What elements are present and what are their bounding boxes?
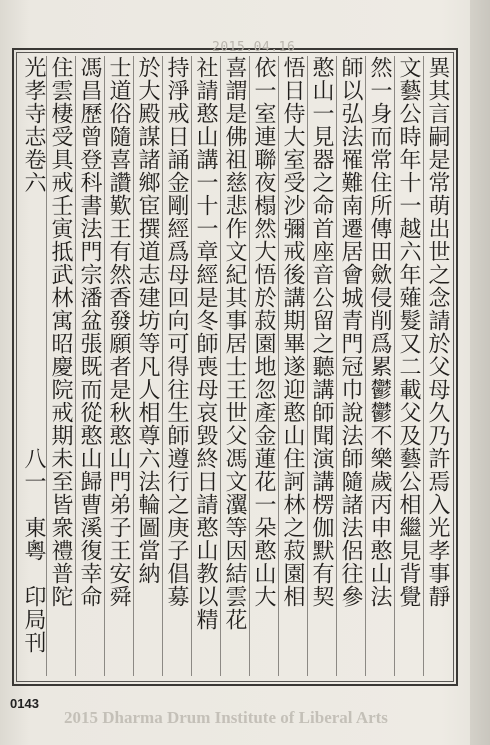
text-column-12: 士道俗隨喜讚歎王有然香發願者是秋憨山門弟子王安舜 — [104, 56, 131, 676]
text-column-5: 憨山一見器之命首座音公留之聽講師聞演講楞伽默有契 — [307, 56, 334, 676]
text-column-2: 文藝公時年十一越六年薙髮又二載父及藝公相繼見背覺 — [394, 56, 421, 676]
book-fore-edge — [470, 0, 490, 745]
text-column-8: 喜謂是佛祖慈悲作文紀其事居士王世父馮文瀷等因結雲花 — [220, 56, 247, 676]
text-column-1: 異其言嗣是常萌出世之念請於父母久乃許焉入光孝事靜 — [423, 56, 450, 676]
text-column-6: 悟日侍大室受沙彌戒後講期畢遂迎憨山住訶林之菽園相 — [278, 56, 305, 676]
text-column-3: 然一身而常住所傳田歛侵削爲累鬱鬱不樂歲丙申憨山法 — [365, 56, 392, 676]
text-column-13: 馮昌歷曾登科書法門宗潘盆張既而從憨山歸曹溪復幸命 — [75, 56, 102, 676]
text-column-11: 於大殿謀諸鄉宦撰道志建坊等凡人相尊六法輪圖當納 — [133, 56, 160, 676]
watermark: 2015 Dharma Drum Institute of Liberal Arts — [64, 708, 388, 727]
text-column-7: 依一室連聯夜榻然大悟於菽園地忽產金蓮花一朵憨山大 — [249, 56, 276, 676]
page-footer-column: 光孝寺志卷六 八一 東粵 印局刊 — [21, 56, 46, 654]
text-column-9: 社請憨山講一十一章經是冬師喪母哀毀終日請憨山教以精 — [191, 56, 218, 676]
text-column-14: 住雲棲受具戒壬寅抵武林寓昭慶院戒期未至皆衆禮普陀 — [46, 56, 73, 676]
text-column-4: 師以弘法罹難南遷居會城青門冠巾說法師隨諸法侶往參 — [336, 56, 363, 676]
text-column-10: 持淨戒日誦金剛經爲母回向可得往生師遵行之庚子倡募 — [162, 56, 189, 676]
date-stamp: 2015.04.16 — [212, 40, 296, 55]
page-number: 0143 — [10, 696, 39, 711]
text-columns — [20, 56, 450, 678]
